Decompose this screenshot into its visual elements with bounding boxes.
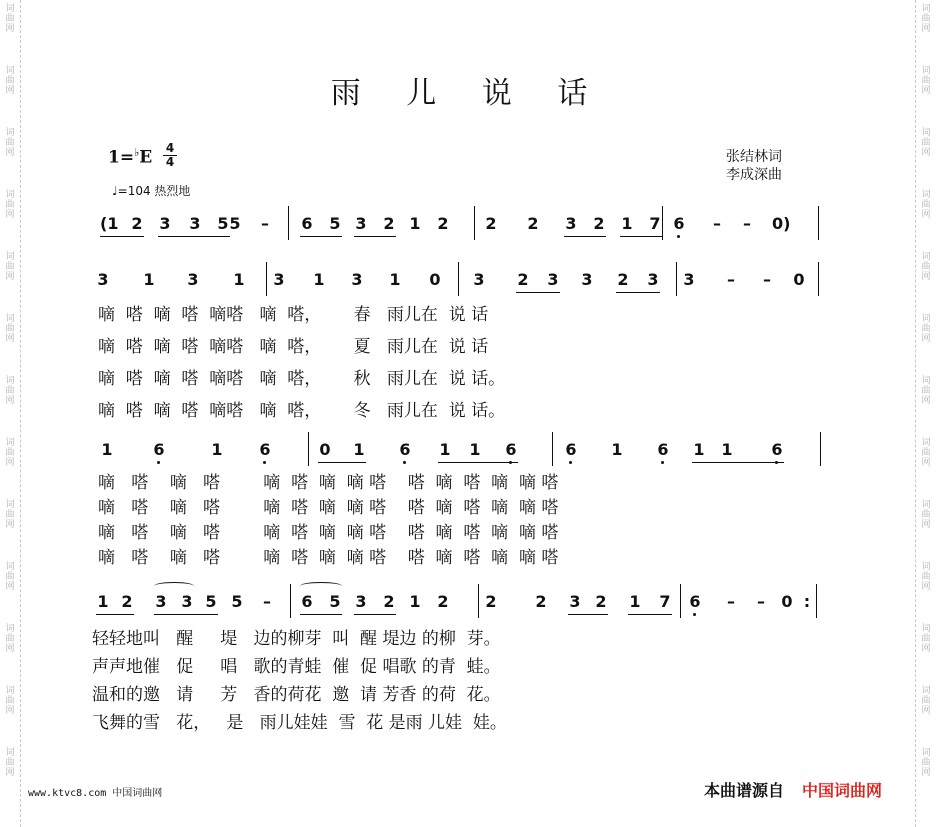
footer-site: www.ktvc8.com 中国词曲网: [28, 788, 163, 799]
note: 6: [399, 440, 411, 459]
note: 1: [629, 592, 641, 611]
note: 3: [187, 270, 199, 289]
beam: [620, 236, 662, 237]
bar-line: [662, 206, 663, 240]
watermark-mark: 词 曲 网: [921, 4, 931, 34]
credits: [726, 148, 782, 184]
bar-line: [266, 262, 267, 296]
time-signature: 4 4: [163, 142, 177, 169]
beam: [96, 614, 134, 615]
note: 1: [313, 270, 325, 289]
watermark-mark: 词 曲 网: [921, 252, 931, 282]
slur: [154, 582, 194, 590]
note: 6: [301, 592, 313, 611]
note: 1: [469, 440, 481, 459]
lyric-verse: 嘀 嗒 嘀 嗒 嘀嗒 嘀 嗒， 夏 雨儿在 说 话: [98, 337, 489, 357]
note: 2: [485, 592, 497, 611]
note: 5: [231, 592, 243, 611]
note: 2: [517, 270, 529, 289]
lyric-verse: 温和的邀 请 芳 香的荷花 邀 请 芳香 的荷 花。: [92, 685, 501, 705]
note: 3: [273, 270, 285, 289]
lyric-verse: 飞舞的雪 花， 是 雨儿娃娃 雪 花 是雨 儿娃 娃。: [92, 713, 507, 733]
note: 6: [301, 214, 313, 233]
watermark-mark: 词 曲 网: [921, 624, 931, 654]
beam: [438, 462, 518, 463]
note: 0: [319, 440, 331, 459]
note: 5: [329, 592, 341, 611]
note: 2: [383, 214, 395, 233]
bar-line: [820, 432, 821, 466]
note: 1: [101, 440, 113, 459]
note: 1: [97, 592, 109, 611]
note: 1: [233, 270, 245, 289]
note: –: [743, 214, 751, 233]
footer-source: 本曲谱源自 中国词曲网: [704, 781, 883, 800]
note: –: [757, 592, 765, 611]
lyric-verse: 嘀 嗒 嘀 嗒 嘀 嗒 嘀 嘀 嗒 嗒 嘀 嗒 嘀 嘀 嗒: [98, 473, 559, 493]
watermark-mark: 词 曲 网: [921, 562, 931, 592]
note: 3: [473, 270, 485, 289]
note: 5: [329, 214, 341, 233]
note: 6: [565, 440, 577, 459]
note: 2: [437, 214, 449, 233]
beam: [564, 236, 606, 237]
composer: 李成深曲: [726, 167, 782, 183]
note: 2: [617, 270, 629, 289]
bar-line: [474, 206, 475, 240]
note: 3: [181, 592, 193, 611]
watermark-mark: 词 曲 网: [5, 438, 15, 468]
note: 1: [611, 440, 623, 459]
watermark-mark: 词 曲 网: [5, 376, 15, 406]
beam: [568, 614, 608, 615]
note: 1: [409, 592, 421, 611]
bar-line: [676, 262, 677, 296]
lyric-verse: 声声地催 促 唱 歌的青蛙 催 促 唱歌 的青 蛙。: [92, 657, 501, 677]
watermark-mark: 词 曲 网: [921, 314, 931, 344]
note: 0: [781, 592, 793, 611]
bar-line: [818, 206, 819, 240]
bar-line: [680, 584, 681, 618]
lyric-verse: 嘀 嗒 嘀 嗒 嘀嗒 嘀 嗒， 冬 雨儿在 说 话。: [98, 401, 506, 421]
lyricist: 张结林词: [726, 149, 782, 165]
beam: [692, 462, 784, 463]
note: 5: [229, 214, 241, 233]
bar-line: [288, 206, 289, 240]
lyric-verse: 嘀 嗒 嘀 嗒 嘀 嗒 嘀 嘀 嗒 嗒 嘀 嗒 嘀 嘀 嗒: [98, 523, 559, 543]
note: –: [727, 270, 735, 289]
note: 1: [409, 214, 421, 233]
watermark-mark: 词 曲 网: [921, 438, 931, 468]
note: 2: [593, 214, 605, 233]
note: 5: [205, 592, 217, 611]
beam: [318, 462, 366, 463]
note: 3: [647, 270, 659, 289]
watermark-mark: 词 曲 网: [5, 562, 15, 592]
note: –: [261, 214, 269, 233]
note: 6: [771, 440, 783, 459]
lyric-verse: 嘀 嗒 嘀 嗒 嘀嗒 嘀 嗒， 春 雨儿在 说 话: [98, 305, 489, 325]
bar-line: [458, 262, 459, 296]
beam: [628, 614, 672, 615]
note: 6: [505, 440, 517, 459]
note: 3: [565, 214, 577, 233]
watermark-mark: 词 曲 网: [921, 190, 931, 220]
watermark-mark: 词 曲 网: [5, 314, 15, 344]
beam: [516, 292, 560, 293]
note: 2: [437, 592, 449, 611]
note: 2: [121, 592, 133, 611]
footer-brand: 中国词曲网: [802, 781, 883, 800]
beam: [616, 292, 660, 293]
note: 3: [159, 214, 171, 233]
watermark-mark: 词 曲 网: [921, 128, 931, 158]
watermark-mark: 词 曲 网: [5, 190, 15, 220]
beam: [154, 614, 218, 615]
watermark-mark: 词 曲 网: [921, 376, 931, 406]
note: 3: [355, 214, 367, 233]
note: 2: [595, 592, 607, 611]
watermark-mark: 词 曲 网: [921, 66, 931, 96]
note: :: [803, 592, 811, 611]
slur: [300, 582, 342, 590]
note: 3: [547, 270, 559, 289]
bar-line: [818, 262, 819, 296]
note: 2: [485, 214, 497, 233]
bar-line: [816, 584, 817, 618]
watermark-mark: 词 曲 网: [5, 4, 15, 34]
note: 1: [353, 440, 365, 459]
note: 1: [143, 270, 155, 289]
note: 3: [569, 592, 581, 611]
lyric-verse: 嘀 嗒 嘀 嗒 嘀 嗒 嘀 嘀 嗒 嗒 嘀 嗒 嘀 嘀 嗒: [98, 498, 559, 518]
lyric-verse: 嘀 嗒 嘀 嗒 嘀嗒 嘀 嗒， 秋 雨儿在 说 话。: [98, 369, 506, 389]
note: 3: [189, 214, 201, 233]
watermark-mark: 词 曲 网: [921, 686, 931, 716]
beam: [354, 236, 396, 237]
note: 1: [721, 440, 733, 459]
note: –: [727, 592, 735, 611]
note: –: [763, 270, 771, 289]
note: 2: [131, 214, 143, 233]
beam: [300, 614, 342, 615]
note: –: [263, 592, 271, 611]
note: 6: [689, 592, 701, 611]
tempo-marking: ♩=104 热烈地: [112, 184, 191, 198]
note: –: [713, 214, 721, 233]
note: 2: [527, 214, 539, 233]
note: 1: [621, 214, 633, 233]
key-signature: 1=♭E: [108, 146, 153, 168]
note: 0): [772, 214, 791, 233]
bar-line: [552, 432, 553, 466]
right-margin-strip: [915, 0, 936, 827]
beam: [354, 614, 396, 615]
lyric-verse: 嘀 嗒 嘀 嗒 嘀 嗒 嘀 嘀 嗒 嗒 嘀 嗒 嘀 嘀 嗒: [98, 548, 559, 568]
note: 1: [211, 440, 223, 459]
note: 3: [683, 270, 695, 289]
beam: [158, 236, 230, 237]
note: 3: [581, 270, 593, 289]
note: (1: [100, 214, 119, 233]
note: 3: [355, 592, 367, 611]
note: 1: [693, 440, 705, 459]
bar-line: [478, 584, 479, 618]
note: 6: [259, 440, 271, 459]
note: 0: [793, 270, 805, 289]
left-margin-strip: [0, 0, 21, 827]
note: 1: [439, 440, 451, 459]
song-title: 雨 儿 说 话: [330, 76, 606, 111]
watermark-mark: 词 曲 网: [5, 66, 15, 96]
watermark-mark: 词 曲 网: [921, 500, 931, 530]
note: 3: [351, 270, 363, 289]
note: 7: [649, 214, 661, 233]
note: 2: [383, 592, 395, 611]
note: 3: [155, 592, 167, 611]
watermark-mark: 词 曲 网: [921, 748, 931, 778]
note: 6: [673, 214, 685, 233]
watermark-mark: 词 曲 网: [5, 500, 15, 530]
note: 2: [535, 592, 547, 611]
note: 0: [429, 270, 441, 289]
beam: [100, 236, 144, 237]
note: 6: [657, 440, 669, 459]
note: 3: [97, 270, 109, 289]
watermark-mark: 词 曲 网: [5, 252, 15, 282]
note: 1: [389, 270, 401, 289]
bar-line: [308, 432, 309, 466]
bar-line: [290, 584, 291, 618]
lyric-verse: 轻轻地叫 醒 堤 边的柳芽 叫 醒 堤边 的柳 芽。: [92, 629, 501, 649]
watermark-mark: 词 曲 网: [5, 624, 15, 654]
watermark-mark: 词 曲 网: [5, 748, 15, 778]
note: 5: [217, 214, 229, 233]
watermark-mark: 词 曲 网: [5, 128, 15, 158]
beam: [300, 236, 342, 237]
note: 6: [153, 440, 165, 459]
note: 7: [659, 592, 671, 611]
watermark-mark: 词 曲 网: [5, 686, 15, 716]
